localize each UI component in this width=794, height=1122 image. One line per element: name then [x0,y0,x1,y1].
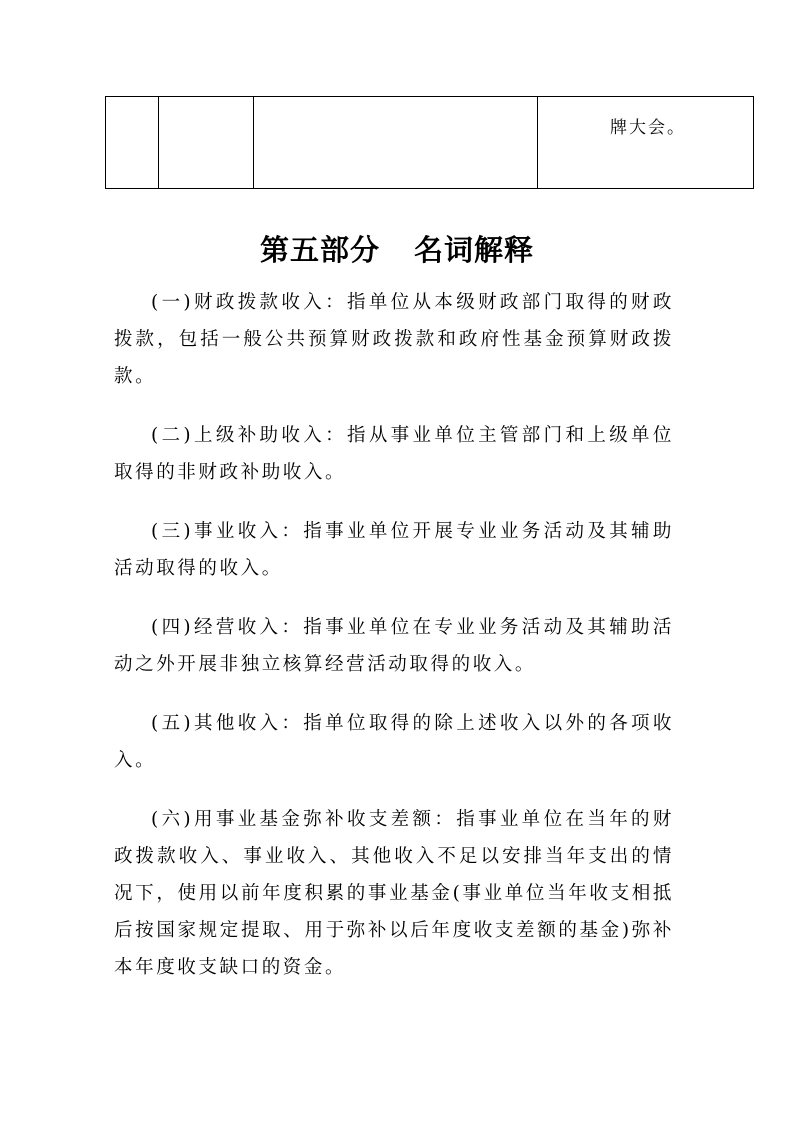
section-heading [0,228,794,269]
table-cell-1 [106,97,159,189]
definition-item: (六)用事业基金弥补收支差额：指事业单位在当年的财政拨款收入、事业收入、其他收入不足以安排当年支出的情况下，使用以前年度积累的事业基金(事业单位当年收支相抵后按国家规定提取、用于弥补以后年度收支差额的基金)弥补本年度收支缺口的资金。 [114,809,674,978]
definition-item: (四)经营收入：指事业单位在专业业务活动及其辅助活动之外开展非独立核算经营活动取得的收入。 [114,617,674,675]
table-row [106,97,754,189]
definition-item: (一)财政拨款收入：指单位从本级财政部门取得的财政拨款，包括一般公共预算财政拨款和政府性基金预算财政拨款。 [114,292,674,387]
section-part: 第五部分 [259,233,380,267]
continuation-table [105,96,754,189]
definition-item: (二)上级补助收入：指从事业单位主管部门和上级单位取得的非财政补助收入。 [114,425,674,483]
definitions-list [114,284,674,1008]
table-cell-2 [159,97,254,189]
section-title: 名词解释 [414,233,535,267]
table-cell-3 [254,97,538,189]
definition-item: (五)其他收入：指单位取得的除上述收入以外的各项收入。 [114,713,674,771]
table-cell-4: 牌大会。 [538,97,754,189]
definition-item: (三)事业收入：指事业单位开展专业业务活动及其辅助活动取得的收入。 [114,521,674,579]
